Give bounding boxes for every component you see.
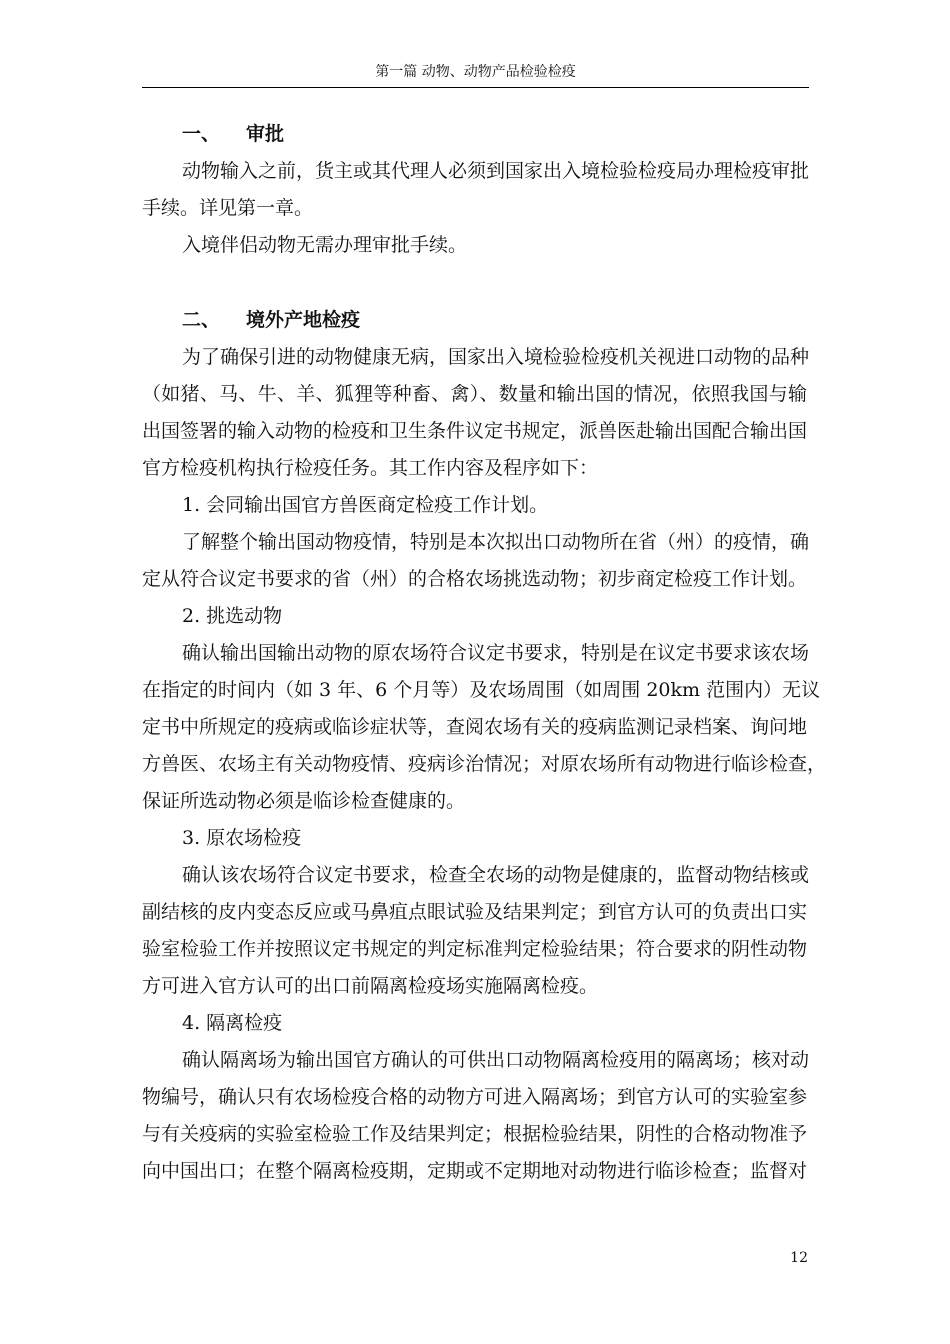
paragraph-line: 保证所选动物必须是临诊检查健康的。 [142,790,466,812]
page-body [142,116,827,1190]
paragraph-line: 确认该农场符合议定书要求，检查全农场的动物是健康的，监督动物结核或 [182,864,810,886]
section-heading-2 [142,302,807,339]
paragraph-line: 定书中所规定的疫病或临诊症状等，查阅农场有关的疫病监测记录档案、询问地 [142,716,808,738]
item-title-3: 3. 原农场检疫 [182,827,302,849]
paragraph-line: 方可进入官方认可的出口前隔离检疫场实施隔离检疫。 [142,975,599,997]
paragraph-line: 在指定的时间内（如 3 年、6 个月等）及农场周围（如周围 20km 范围内）无议 [142,679,821,701]
section-spacer [142,264,807,302]
paragraph-line: 手续。详见第一章。 [142,197,314,219]
paragraph-line: 向中国出口；在整个隔离检疫期，定期或不定期地对动物进行临诊检查；监督对 [142,1160,808,1182]
paragraph-line: 动物输入之前，货主或其代理人必须到国家出入境检验检疫局办理检疫审批 [182,160,810,182]
header-rule [142,87,809,88]
section-number: 二、 [182,309,221,331]
paragraph-line: 官方检疫机构执行检疫任务。其工作内容及程序如下： [142,457,599,479]
item-title-1: 1. 会同输出国官方兽医商定检疫工作计划。 [182,494,549,516]
paragraph-line: 确认输出国输出动物的原农场符合议定书要求，特别是在议定书要求该农场 [182,642,810,664]
paragraph-line: 物编号，确认只有农场检疫合格的动物方可进入隔离场；到官方认可的实验室参 [142,1086,808,1108]
paragraph-line: 定从符合议定书要求的省（州）的合格农场挑选动物；初步商定检疫工作计划。 [142,568,808,590]
paragraph-line: 为了确保引进的动物健康无病，国家出入境检验检疫机关视进口动物的品种 [182,346,810,368]
page-number: 12 [790,1250,808,1266]
paragraph-line: 入境伴侣动物无需办理审批手续。 [182,234,468,256]
paragraph-line: 与有关疫病的实验室检验工作及结果判定；根据检验结果，阴性的合格动物准予 [142,1123,808,1145]
paragraph-line: （如猪、马、牛、羊、狐狸等种畜、禽）、数量和输出国的情况，依照我国与输 [142,383,807,405]
item-title-4: 4. 隔离检疫 [182,1012,283,1034]
section-number: 一、 [182,123,221,145]
paragraph-line: 出国签署的输入动物的检疫和卫生条件议定书规定，派兽医赴输出国配合输出国 [142,420,808,442]
paragraph-line: 确认隔离场为输出国官方确认的可供出口动物隔离检疫用的隔离场；核对动 [182,1049,810,1071]
running-header: 第一篇 动物、动物产品检验检疫 [375,64,576,80]
paragraph-line: 方兽医、农场主有关动物疫情、疫病诊治情况；对原农场所有动物进行临诊检查， [142,753,827,775]
item-title-2: 2. 挑选动物 [182,605,283,627]
paragraph-line: 了解整个输出国动物疫情，特别是本次拟出口动物所在省（州）的疫情，确 [182,531,810,553]
section-title: 境外产地检疫 [246,309,361,331]
section-title: 审批 [246,123,285,145]
section-heading-1 [142,116,807,153]
paragraph-line: 副结核的皮内变态反应或马鼻疽点眼试验及结果判定；到官方认可的负责出口实 [142,901,808,923]
paragraph-line: 验室检验工作并按照议定书规定的判定标准判定检验结果；符合要求的阴性动物 [142,938,808,960]
